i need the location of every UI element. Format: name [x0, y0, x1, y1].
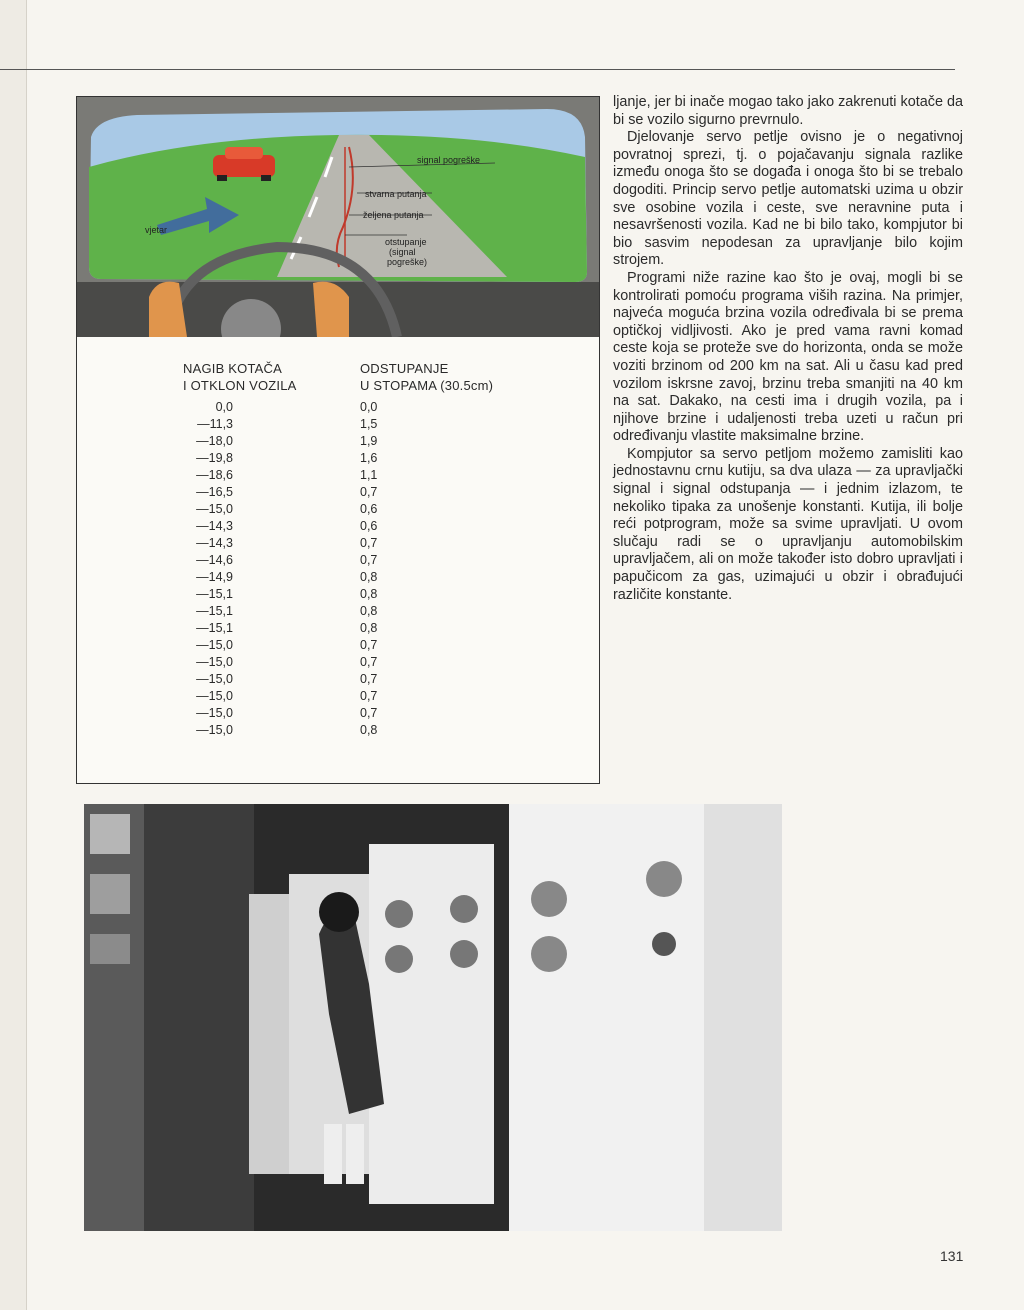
angle-cell: 0,0 — [215, 400, 233, 414]
driving-illustration — [77, 97, 599, 337]
deviation-cell: 0,7 — [360, 655, 378, 669]
angle-cell: —14,3 — [196, 536, 233, 550]
column-deviation — [360, 399, 377, 739]
page-gutter — [0, 0, 27, 1310]
deviation-cell: 0,6 — [360, 519, 378, 533]
figure-box — [76, 96, 600, 784]
angle-cell: —14,6 — [196, 553, 233, 567]
angle-cell: —15,1 — [196, 604, 233, 618]
deviation-cell: 0,8 — [360, 587, 378, 601]
deviation-cell: 0,7 — [360, 672, 378, 686]
angle-cell: —14,9 — [196, 570, 233, 584]
angle-cell: —15,0 — [196, 672, 233, 686]
label-wind: vjetar — [145, 225, 168, 235]
paragraph: Programi niže razine kao što je ovaj, mogli bi se kontrolirati pomoću programa viših razina. Na primjer, najveća moguća brzina vozila određivala bi se prema optičkoj vidljivosti. Ako je pred vama ravni komad ceste koja se proteže sve do horizonta, onda se može voziti brzinom od 200 km na sat. Ali u času kad pred vozilom iskrsne zavoj, brzinu treba smanjiti na 40 km na sat. Dakako, na cesti ima i drugih vozila, pa i njihove brzine i udaljenosti treba uzeti u račun pri određivanju vlastite maksimalne brzine. — [613, 269, 963, 445]
paragraph: Kompjutor sa servo petljom možemo zamisliti kao jednostavnu crnu kutiju, sa dva ulaza — za upravljački signal i signal odstupanja — i jednim izlazom, te nekoliko tipaka za unošenje konstanti. Kutija, ili bolje reći potprogram, može sa svime upravljati. U ovom slučaju radi se o upravljanju automobilskim upravljačem, ali on može također isto dobro upravljati i papučicom za gas, uzimajući u obzir i obrađujući različite konstante. — [613, 445, 963, 603]
deviation-cell: 1,6 — [360, 451, 378, 465]
deviation-cell: 0,8 — [360, 604, 378, 618]
angle-cell: —11,3 — [197, 417, 233, 431]
deviation-cell: 0,8 — [360, 723, 378, 737]
computer-room-photo — [84, 804, 782, 1231]
angle-cell: —15,0 — [196, 638, 233, 652]
paragraph: ljanje, jer bi inače mogao tako jako zakrenuti kotače da bi se vozilo sigurno prevrnulo. — [613, 94, 963, 128]
label-actual-path: stvarna putanja — [365, 189, 427, 199]
deviation-cell: 0,7 — [360, 485, 378, 499]
paragraph: Djelovanje servo petlje ovisno je o negativnoj povratnoj sprezi, tj. o pojačavanju signala razlike između onoga što se događa i onoga što bi se trebalo dogoditi. Princip servo petlje automatski uzima u obzir sve osobine vozila i ceste, sve neravnine puta i nesavršenosti vozila. Kad ne bi bilo tako, kompjutor bi bio sasvim nepodesan za upravljanje bilo kojim strojem. — [613, 129, 963, 269]
body-text — [613, 94, 963, 604]
table-header-angle: NAGIB KOTAČA I OTKLON VOZILA — [183, 361, 297, 393]
label-signal-error: signal pogreške — [417, 155, 481, 165]
angle-cell: —16,5 — [196, 485, 233, 499]
label-deviation-error: pogreške) — [387, 257, 428, 267]
deviation-cell: 1,5 — [360, 417, 378, 431]
angle-cell: —15,0 — [196, 723, 233, 737]
angle-cell: —15,1 — [196, 587, 233, 601]
angle-cell: —15,0 — [196, 689, 233, 703]
angle-cell: —18,6 — [196, 468, 233, 482]
angle-cell: —15,0 — [196, 706, 233, 720]
angle-cell: —18,0 — [196, 434, 233, 448]
angle-cell: —19,8 — [196, 451, 233, 465]
top-rule — [0, 69, 955, 70]
deviation-cell: 0,7 — [360, 553, 378, 567]
angle-cell: —15,1 — [196, 621, 233, 635]
deviation-cell: 1,1 — [360, 468, 378, 482]
label-desired-path: željena putanja — [363, 210, 424, 220]
angle-cell: —14,3 — [196, 519, 233, 533]
angle-cell: —15,0 — [196, 502, 233, 516]
deviation-cell: 0,6 — [360, 502, 378, 516]
column-angle — [153, 399, 233, 739]
deviation-cell: 0,7 — [360, 706, 378, 720]
table-header-deviation: ODSTUPANJE U STOPAMA (30.5cm) — [360, 361, 494, 393]
deviation-cell: 0,0 — [360, 400, 378, 414]
deviation-cell: 0,7 — [360, 638, 378, 652]
page-number: 131 — [940, 1248, 964, 1264]
deviation-cell: 1,9 — [360, 434, 378, 448]
label-deviation-signal: (signal — [389, 247, 416, 257]
deviation-cell: 0,7 — [360, 689, 378, 703]
angle-cell: —15,0 — [196, 655, 233, 669]
deviation-cell: 0,7 — [360, 536, 378, 550]
label-deviation: otstupanje — [385, 237, 427, 247]
deviation-cell: 0,8 — [360, 621, 378, 635]
deviation-cell: 0,8 — [360, 570, 378, 584]
